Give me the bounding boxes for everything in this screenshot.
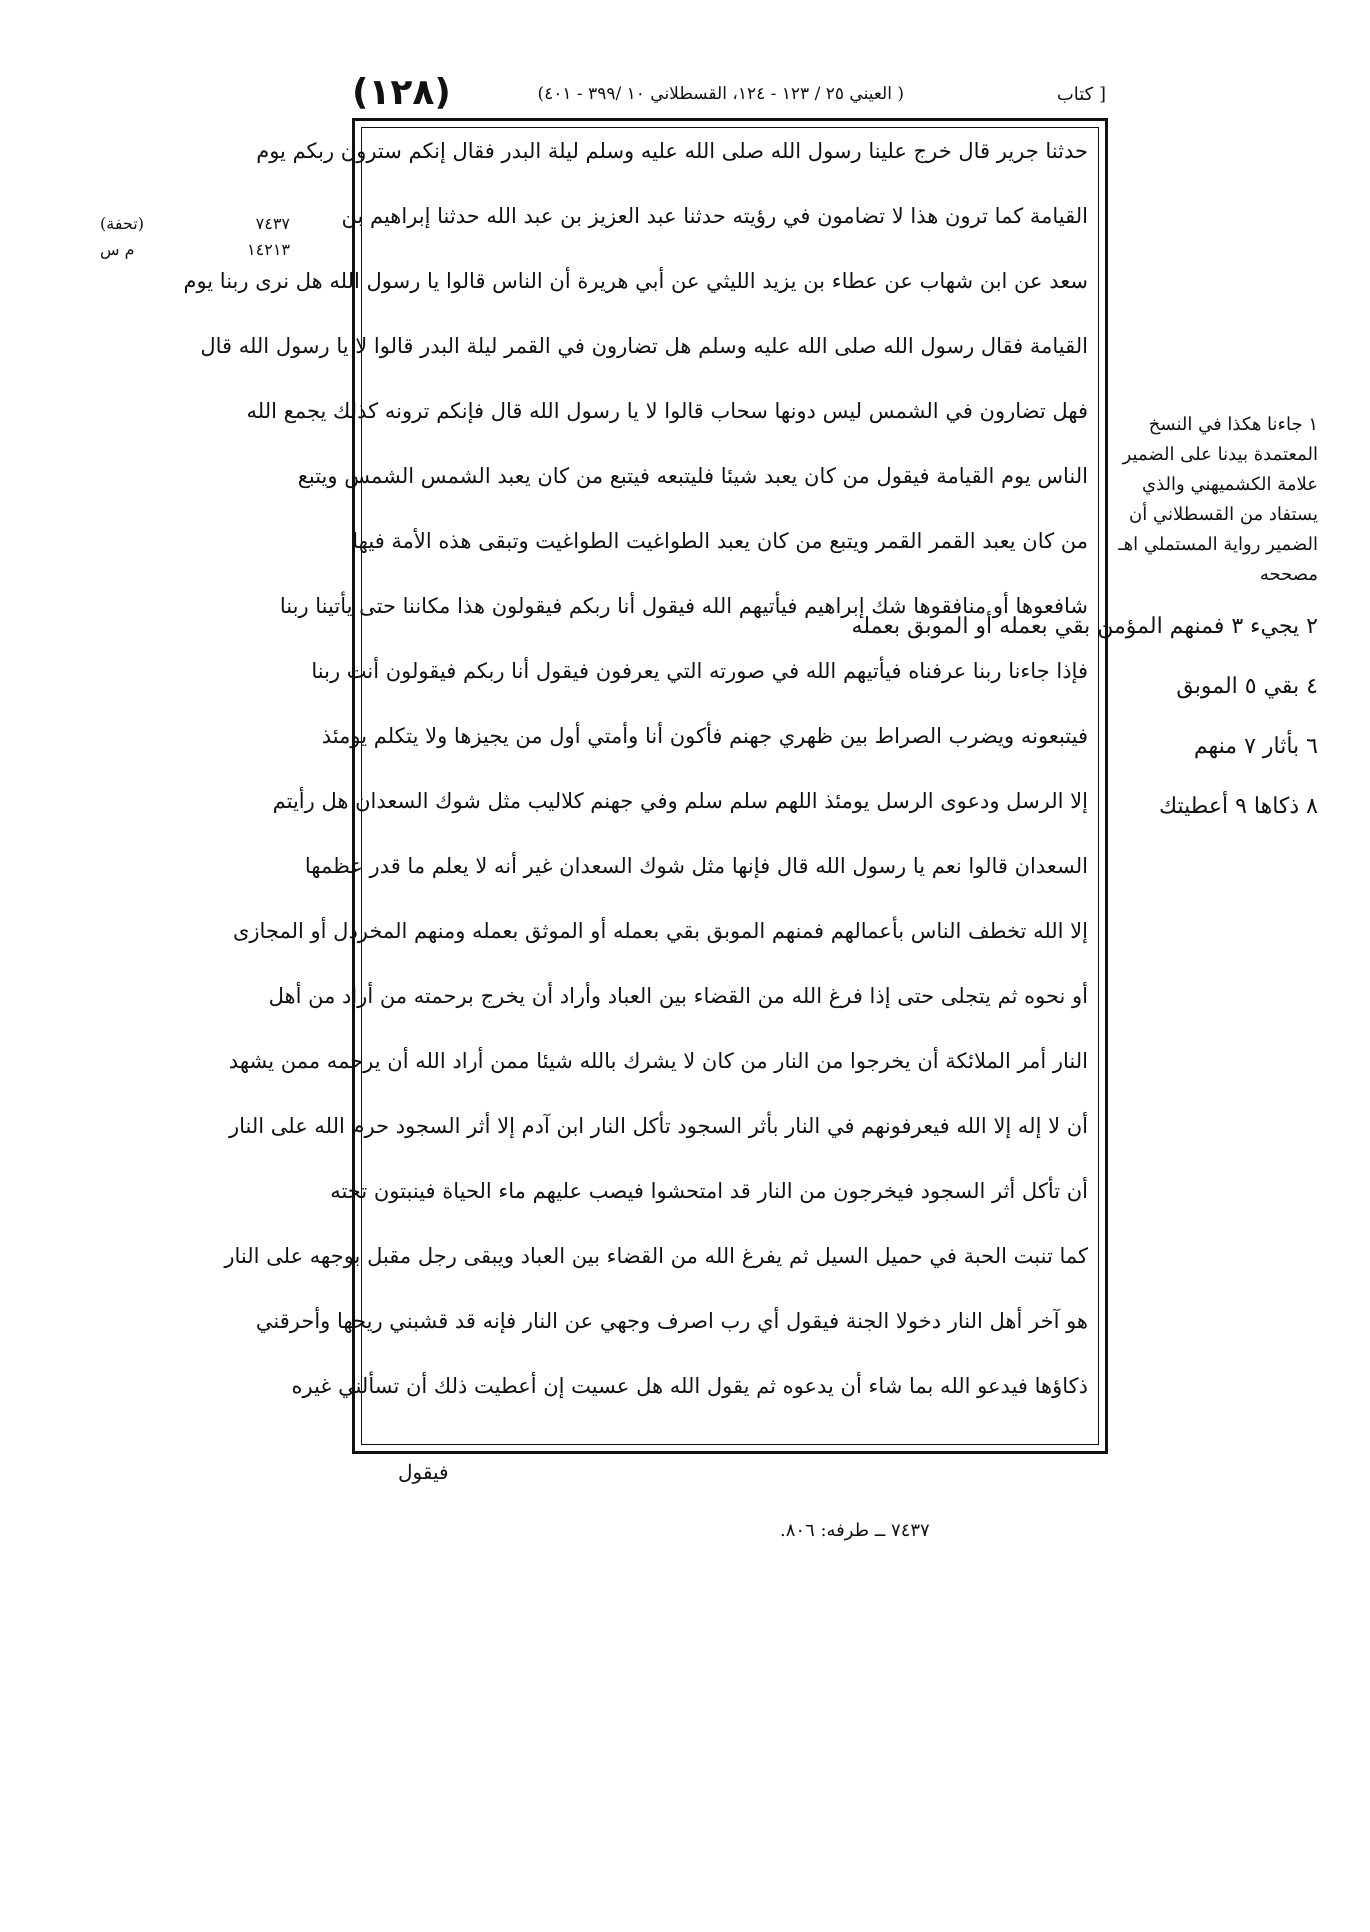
text-line: القيامة كما ترون هذا لا تضامون في رؤيته حدثنا عبد العزيز بن عبد الله حدثنا إبراهيم بن [341, 204, 1088, 228]
text-line: السعدان قالوا نعم يا رسول الله قال فإنها مثل شوك السعدان غير أنه لا يعلم ما قدر عظمها [304, 854, 1088, 878]
margin-note: ٦ بأثار ٧ منهم [1193, 734, 1318, 759]
text-line: فيتبعونه ويضرب الصراط بين ظهري جهنم فأكون أنا وأمتي أول من يجيزها ولا يتكلم يومئذ [321, 724, 1088, 748]
reference-label: م س [100, 240, 135, 259]
text-line: كما تنبت الحبة في حميل السيل ثم يفرغ الله من القضاء بين العباد ويبقى رجل مقبل بوجهه على النار [224, 1244, 1088, 1268]
page-number: (١٢٨) [352, 72, 451, 113]
text-line: إلا الله تخطف الناس بأعمالهم فمنهم الموبق بقي بعمله أو الموثق بعمله ومنهم المخردل أو المجازى [232, 919, 1088, 943]
reference-number: ١٤٢١٣ [247, 240, 290, 259]
book-title: [ كتاب [1056, 84, 1106, 105]
text-line: من كان يعبد القمر القمر ويتبع من كان يعبد الطواغيت الطواغيت وتبقى هذه الأمة فيها [352, 529, 1088, 553]
page-header [352, 72, 1106, 113]
text-line: النار أمر الملائكة أن يخرجوا من النار من كان لا يشرك بالله شيئا ممن أراد الله أن يرحمه ممن يشهد [228, 1049, 1088, 1073]
text-line: الناس يوم القيامة فيقول من كان يعبد شيئا فليتبعه فيتبع من كان يعبد الشمس الشمس ويتبع [297, 464, 1088, 488]
margin-note: ٤ بقي ٥ الموبق [1176, 674, 1318, 699]
text-line: شافعوها أو منافقوها شك إبراهيم فيأتيهم الله فيقول أنا ربكم فيقولون هذا مكاننا حتى يأتينا ربنا [279, 594, 1088, 618]
margin-notes [851, 410, 1318, 830]
bottom-footnote: ٧٤٣٧ ــ طرفه: ٨٠٦. [780, 1520, 930, 1541]
reference-label: (تحفة) [100, 214, 144, 233]
text-line: أن لا إله إلا الله فيعرفونهم في النار بأثر السجود تأكل النار ابن آدم إلا أثر السجود حرم الله على النار [228, 1114, 1088, 1138]
text-line: فهل تضارون في الشمس ليس دونها سحاب قالوا لا يا رسول الله قال فإنكم ترونه كذلك يجمع الله [246, 399, 1088, 423]
text-line: سعد عن ابن شهاب عن عطاء بن يزيد الليثي عن أبي هريرة أن الناس قالوا يا رسول الله هل نرى ربنا يوم [183, 269, 1088, 293]
text-line: القيامة فقال رسول الله صلى الله عليه وسلم هل تضارون في القمر ليلة البدر قالوا لا يا رسول الله قال [200, 334, 1088, 358]
reference-numbers [60, 214, 290, 266]
catchword: فيقول [398, 1460, 449, 1484]
reference-row [60, 240, 290, 266]
text-line: ذكاؤها فيدعو الله بما شاء أن يدعوه ثم يقول الله هل عسيت إن أعطيت ذلك أن تسألني غيره [291, 1374, 1088, 1398]
margin-note: ١ جاءنا هكذا في النسخ المعتمدة بيدنا على الضمير علامة الكشميهني والذي يستفاد من القسطلاني أن الضمير رواية المستملي اهـ مصححه [1118, 414, 1318, 585]
text-line: حدثنا جرير قال خرج علينا رسول الله صلى الله عليه وسلم ليلة البدر فقال إنكم سترون ربكم يوم [256, 139, 1088, 163]
reference-number: ٧٤٣٧ [255, 214, 290, 233]
text-line: فإذا جاءنا ربنا عرفناه فيأتيهم الله في صورته التي يعرفون فيقول أنا ربكم فيقولون أنت ربنا [311, 659, 1088, 683]
text-line: أو نحوه ثم يتجلى حتى إذا فرغ الله من القضاء بين العباد وأراد أن يخرج برحمته من أراد من أهل [268, 984, 1088, 1008]
commentary-references: ( العيني ٢٥ / ١٢٣ - ١٢٤، القسطلاني ١٠ /٣٩٩ - ٤٠١) [537, 84, 904, 104]
reference-row [60, 214, 290, 240]
margin-note: ٨ ذكاها ٩ أعطيتك [1158, 794, 1318, 819]
text-line: هو آخر أهل النار دخولا الجنة فيقول أي رب اصرف وجهي عن النار فإنه قد قشبني ريحها وأحرقني [255, 1309, 1088, 1333]
text-line: أن تأكل أثر السجود فيخرجون من النار قد امتحشوا فيصب عليهم ماء الحياة فينبتون تحته [330, 1179, 1088, 1203]
margin-note: ٢ يجيء ٣ فمنهم المؤمن بقي بعمله أو الموبق بعمله [851, 614, 1318, 639]
text-line: إلا الرسل ودعوى الرسل يومئذ اللهم سلم سلم وفي جهنم كلاليب مثل شوك السعدان هل رأيتم [272, 789, 1088, 813]
